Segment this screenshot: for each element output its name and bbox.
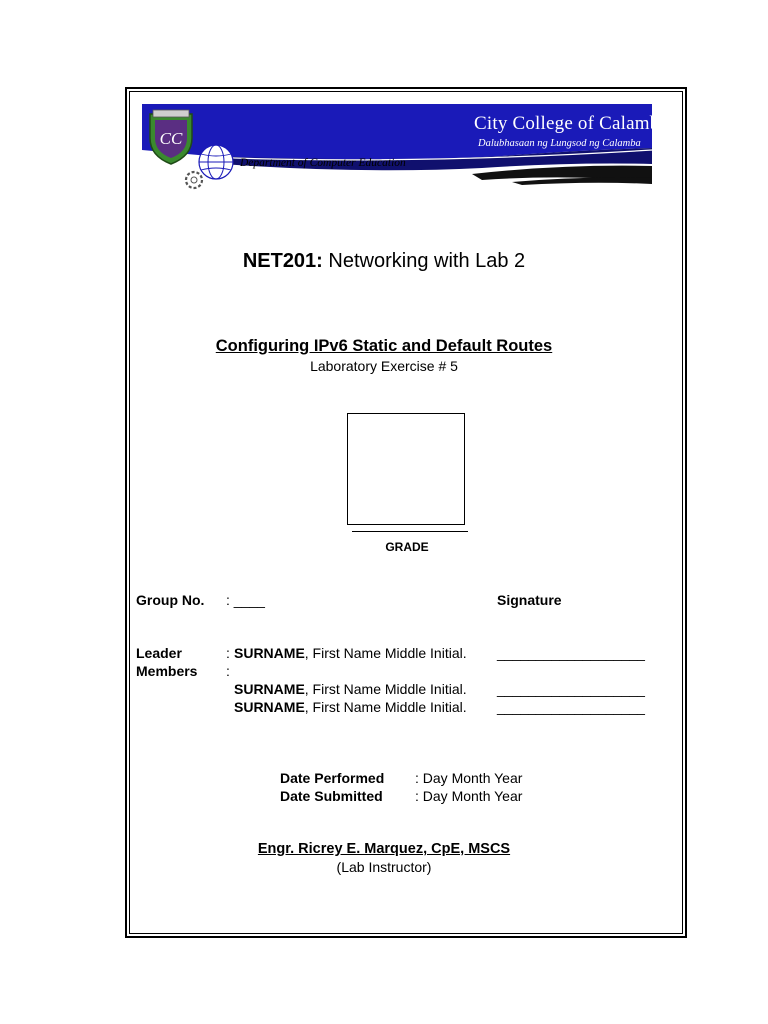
member-surname: SURNAME: [234, 645, 305, 661]
member-signature-line: ___________________: [497, 681, 645, 697]
leader-colon: :: [226, 645, 230, 661]
lab-title: Configuring IPv6 Static and Default Routes: [215, 337, 553, 355]
instructor-role: (Lab Instructor): [336, 859, 432, 875]
course-name: Networking with Lab 2: [322, 250, 526, 272]
grade-underline: [352, 531, 468, 532]
course-code: NET201:: [242, 250, 323, 272]
college-subtitle: Dalubhasaan ng Lungsod ng Calamba: [478, 138, 641, 149]
grade-box: [347, 413, 465, 525]
member-name-rest: , First Name Middle Initial.: [304, 681, 467, 697]
svg-text:CC: CC: [159, 129, 183, 148]
lab-exercise-number: Laboratory Exercise # 5: [310, 358, 458, 374]
member-signature-line: ___________________: [497, 645, 645, 661]
department-globe-emblem: [180, 136, 240, 196]
college-name: City College of Calamba: [474, 113, 669, 134]
leader-label: Leader: [136, 645, 182, 661]
member-surname: SURNAME: [234, 681, 305, 697]
grade-label: GRADE: [385, 540, 429, 554]
course-title: [0, 250, 768, 273]
member-name-rest: , First Name Middle Initial.: [304, 699, 467, 715]
group-no-label: Group No.: [136, 592, 205, 608]
member-row: [234, 645, 467, 661]
date-performed-value: : Day Month Year: [415, 770, 523, 786]
members-label: Members: [136, 663, 198, 679]
members-colon: :: [226, 663, 230, 679]
member-surname: SURNAME: [234, 699, 305, 715]
department-name: Department of Computer Education: [240, 157, 406, 169]
member-name-rest: , First Name Middle Initial.: [304, 645, 467, 661]
instructor-name: Engr. Ricrey E. Marquez, CpE, MSCS: [257, 841, 511, 857]
member-row: [234, 681, 467, 697]
date-submitted-value: : Day Month Year: [415, 788, 523, 804]
date-performed-label: Date Performed: [280, 770, 385, 786]
signature-label: Signature: [497, 592, 562, 608]
date-submitted-label: Date Submitted: [280, 788, 383, 804]
member-signature-line: ___________________: [497, 699, 645, 715]
member-row: [234, 699, 467, 715]
group-no-value: : ____: [226, 592, 265, 608]
